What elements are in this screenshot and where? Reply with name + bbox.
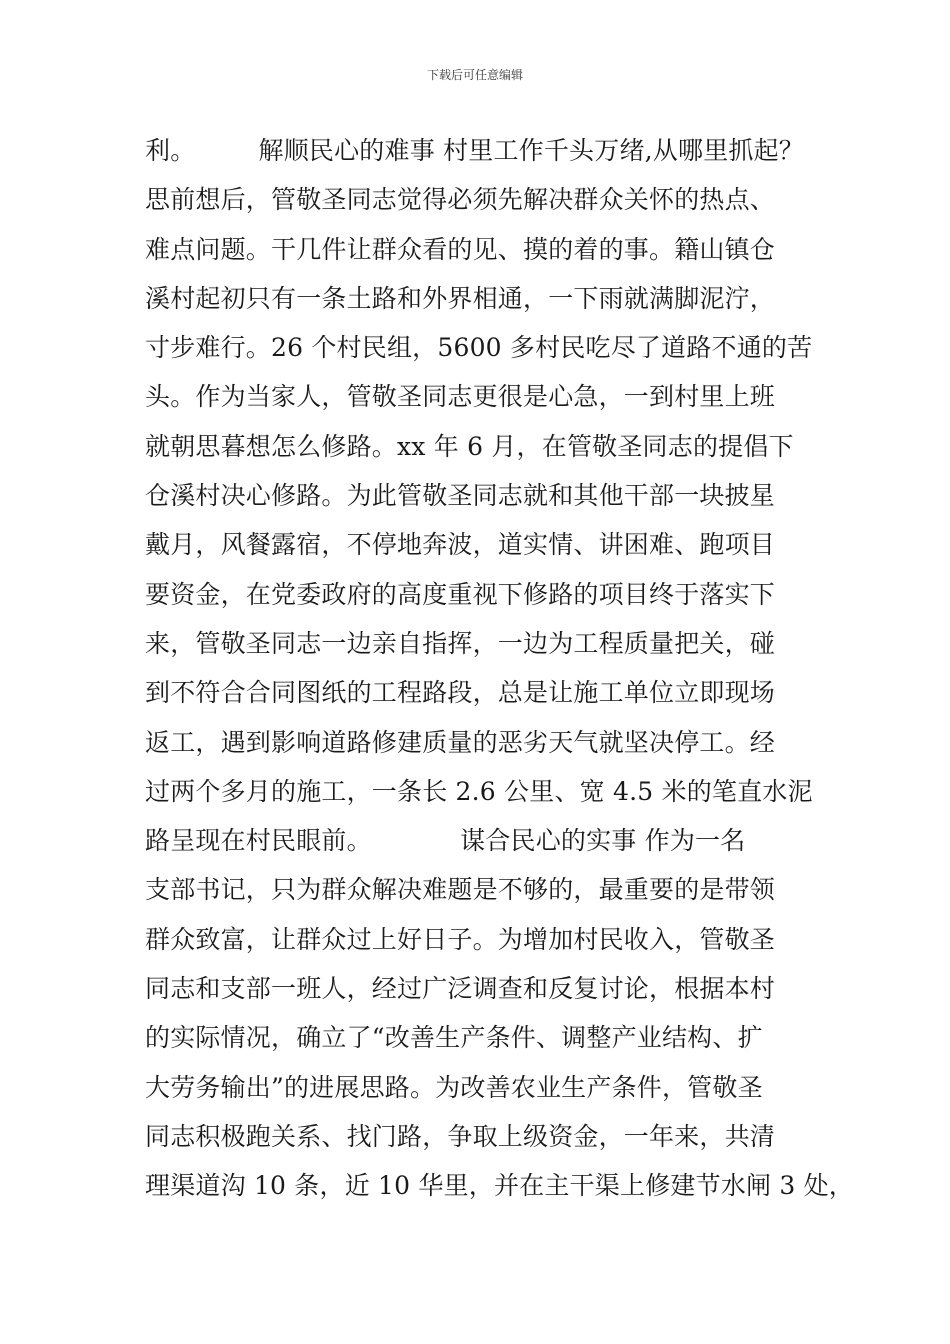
text-line: 同志和支部一班人，经过广泛调查和反复讨论，根据本村 [145, 974, 776, 1004]
text-line: 到不符合合同图纸的工程路段，总是让施工单位立即现场 [145, 678, 776, 708]
text-line: 仓溪村决心修路。为此管敬圣同志就和其他干部一块披星 [145, 481, 776, 511]
page-header: 下载后可任意编辑 [426, 68, 523, 82]
text-line: 要资金，在党委政府的高度重视下修路的项目终于落实下 [145, 579, 776, 609]
text-line: 寸步难行。26 个村民组，5600 多村民吃尽了道路不通的苦 [145, 333, 813, 363]
text-line: 思前想后，管敬圣同志觉得必须先解决群众关怀的热点、 [145, 185, 776, 215]
text-line: 就朝思暮想怎么修路。xx 年 6 月，在管敬圣同志的提倡下 [145, 431, 794, 461]
text-line: 来，管敬圣同志一边亲自指挥，一边为工程质量把关，碰 [145, 628, 776, 658]
text-line: 大劳务输出”的进展思路。为改善农业生产条件，管敬圣 [145, 1072, 763, 1102]
text-line: 的实际情况，确立了“改善生产条件、调整产业结构、扩 [145, 1023, 763, 1053]
text-line: 溪村起初只有一条土路和外界相通，一下雨就满脚泥泞， [145, 283, 776, 313]
text-line: 群众致富，让群众过上好日子。为增加村民收入，管敬圣 [145, 924, 776, 954]
text-line: 戴月，风餐露宿，不停地奔波，道实情、讲困难、跑项目 [145, 530, 776, 560]
text-line: 头。作为当家人，管敬圣同志更很是心急，一到村里上班 [145, 382, 776, 412]
text-line: 难点问题。干几件让群众看的见、摸的着的事。籍山镇仓 [145, 234, 776, 264]
text-line: 过两个多月的施工，一条长 2.6 公里、宽 4.5 米的笔直水泥 [145, 776, 813, 806]
text-line: 理渠道沟 10 条，近 10 华里，并在主干渠上修建节水闸 3 处， [145, 1171, 855, 1201]
text-line: 支部书记，只为群众解决难题是不够的，最重要的是带领 [145, 875, 776, 905]
text-line: 利。 解顺民心的难事 村里工作千头万绪,从哪里抓起？ [145, 136, 804, 165]
document-body [145, 126, 855, 1211]
text-line: 同志积极跑关系、找门路，争取上级资金，一年来，共清 [145, 1121, 776, 1151]
text-line: 返工，遇到影响道路修建质量的恶劣天气就坚决停工。经 [145, 727, 776, 757]
text-line: 路呈现在村民眼前。 谋合民心的实事 作为一名 [145, 826, 746, 856]
